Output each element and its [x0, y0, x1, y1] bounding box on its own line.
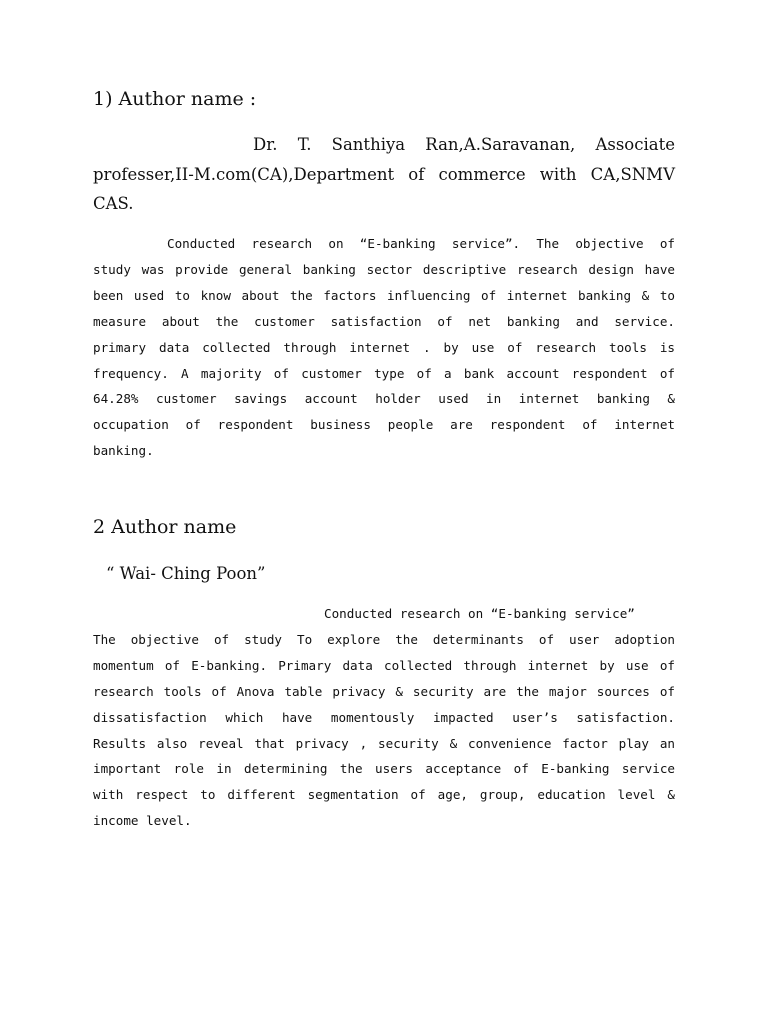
summary2-line-4: research tools of Anova table privacy & security are the major sources of [93, 683, 675, 699]
summary2-line-9: income level. [93, 813, 192, 829]
summary1-line-3: been used to know about the factors influencing of internet banking & to [93, 287, 675, 303]
summary2-line-6: Results also reveal that privacy , security & convenience factor play an [93, 735, 675, 751]
summary2-line-2: The objective of study To explore the determinants of user adoption [93, 631, 675, 647]
summary2-line-5: dissatisfaction which have momentously impacted user’s satisfaction. [93, 709, 675, 725]
summary1-line-7: 64.28% customer savings account holder used in internet banking & [93, 391, 675, 407]
summary1-line-2: study was provide general banking sector descriptive research design have [93, 261, 675, 277]
summary1-line-4: measure about the customer satisfaction of net banking and service. [93, 313, 675, 329]
author-line-1: Dr. T. Santhiya Ran,A.Saravanan, Associate [253, 135, 675, 154]
section1-heading: 1) Author name : [93, 88, 257, 110]
summary1-line-9: banking. [93, 443, 154, 459]
author-line-2: professer,II-M.com(CA),Department of commerce with CA,SNMV [93, 164, 675, 184]
summary2-line-8: with respect to different segmentation of age, group, education level & [93, 787, 675, 803]
section2-author-name: “ Wai- Ching Poon” [106, 564, 266, 583]
section1-summary [93, 231, 675, 464]
summary1-line-5: primary data collected through internet . by use of research tools is [93, 339, 675, 355]
author-line-3: CAS. [93, 194, 134, 213]
summary2-line-1: Conducted research on “E-banking service” [324, 606, 635, 621]
section2-heading: 2 Author name [93, 516, 237, 538]
summary1-line-8: occupation of respondent business people are respondent of internet [93, 417, 675, 433]
section2-summary [93, 601, 675, 834]
summary2-line-3: momentum of E-banking. Primary data collected through internet by use of [93, 657, 675, 673]
summary1-line-1: Conducted research on “E-banking service”. The objective of [167, 236, 675, 251]
section1-author-block [93, 130, 675, 219]
summary2-line-7: important role in determining the users acceptance of E-banking service [93, 761, 675, 777]
summary1-line-6: frequency. A majority of customer type of a bank account respondent of [93, 365, 675, 381]
